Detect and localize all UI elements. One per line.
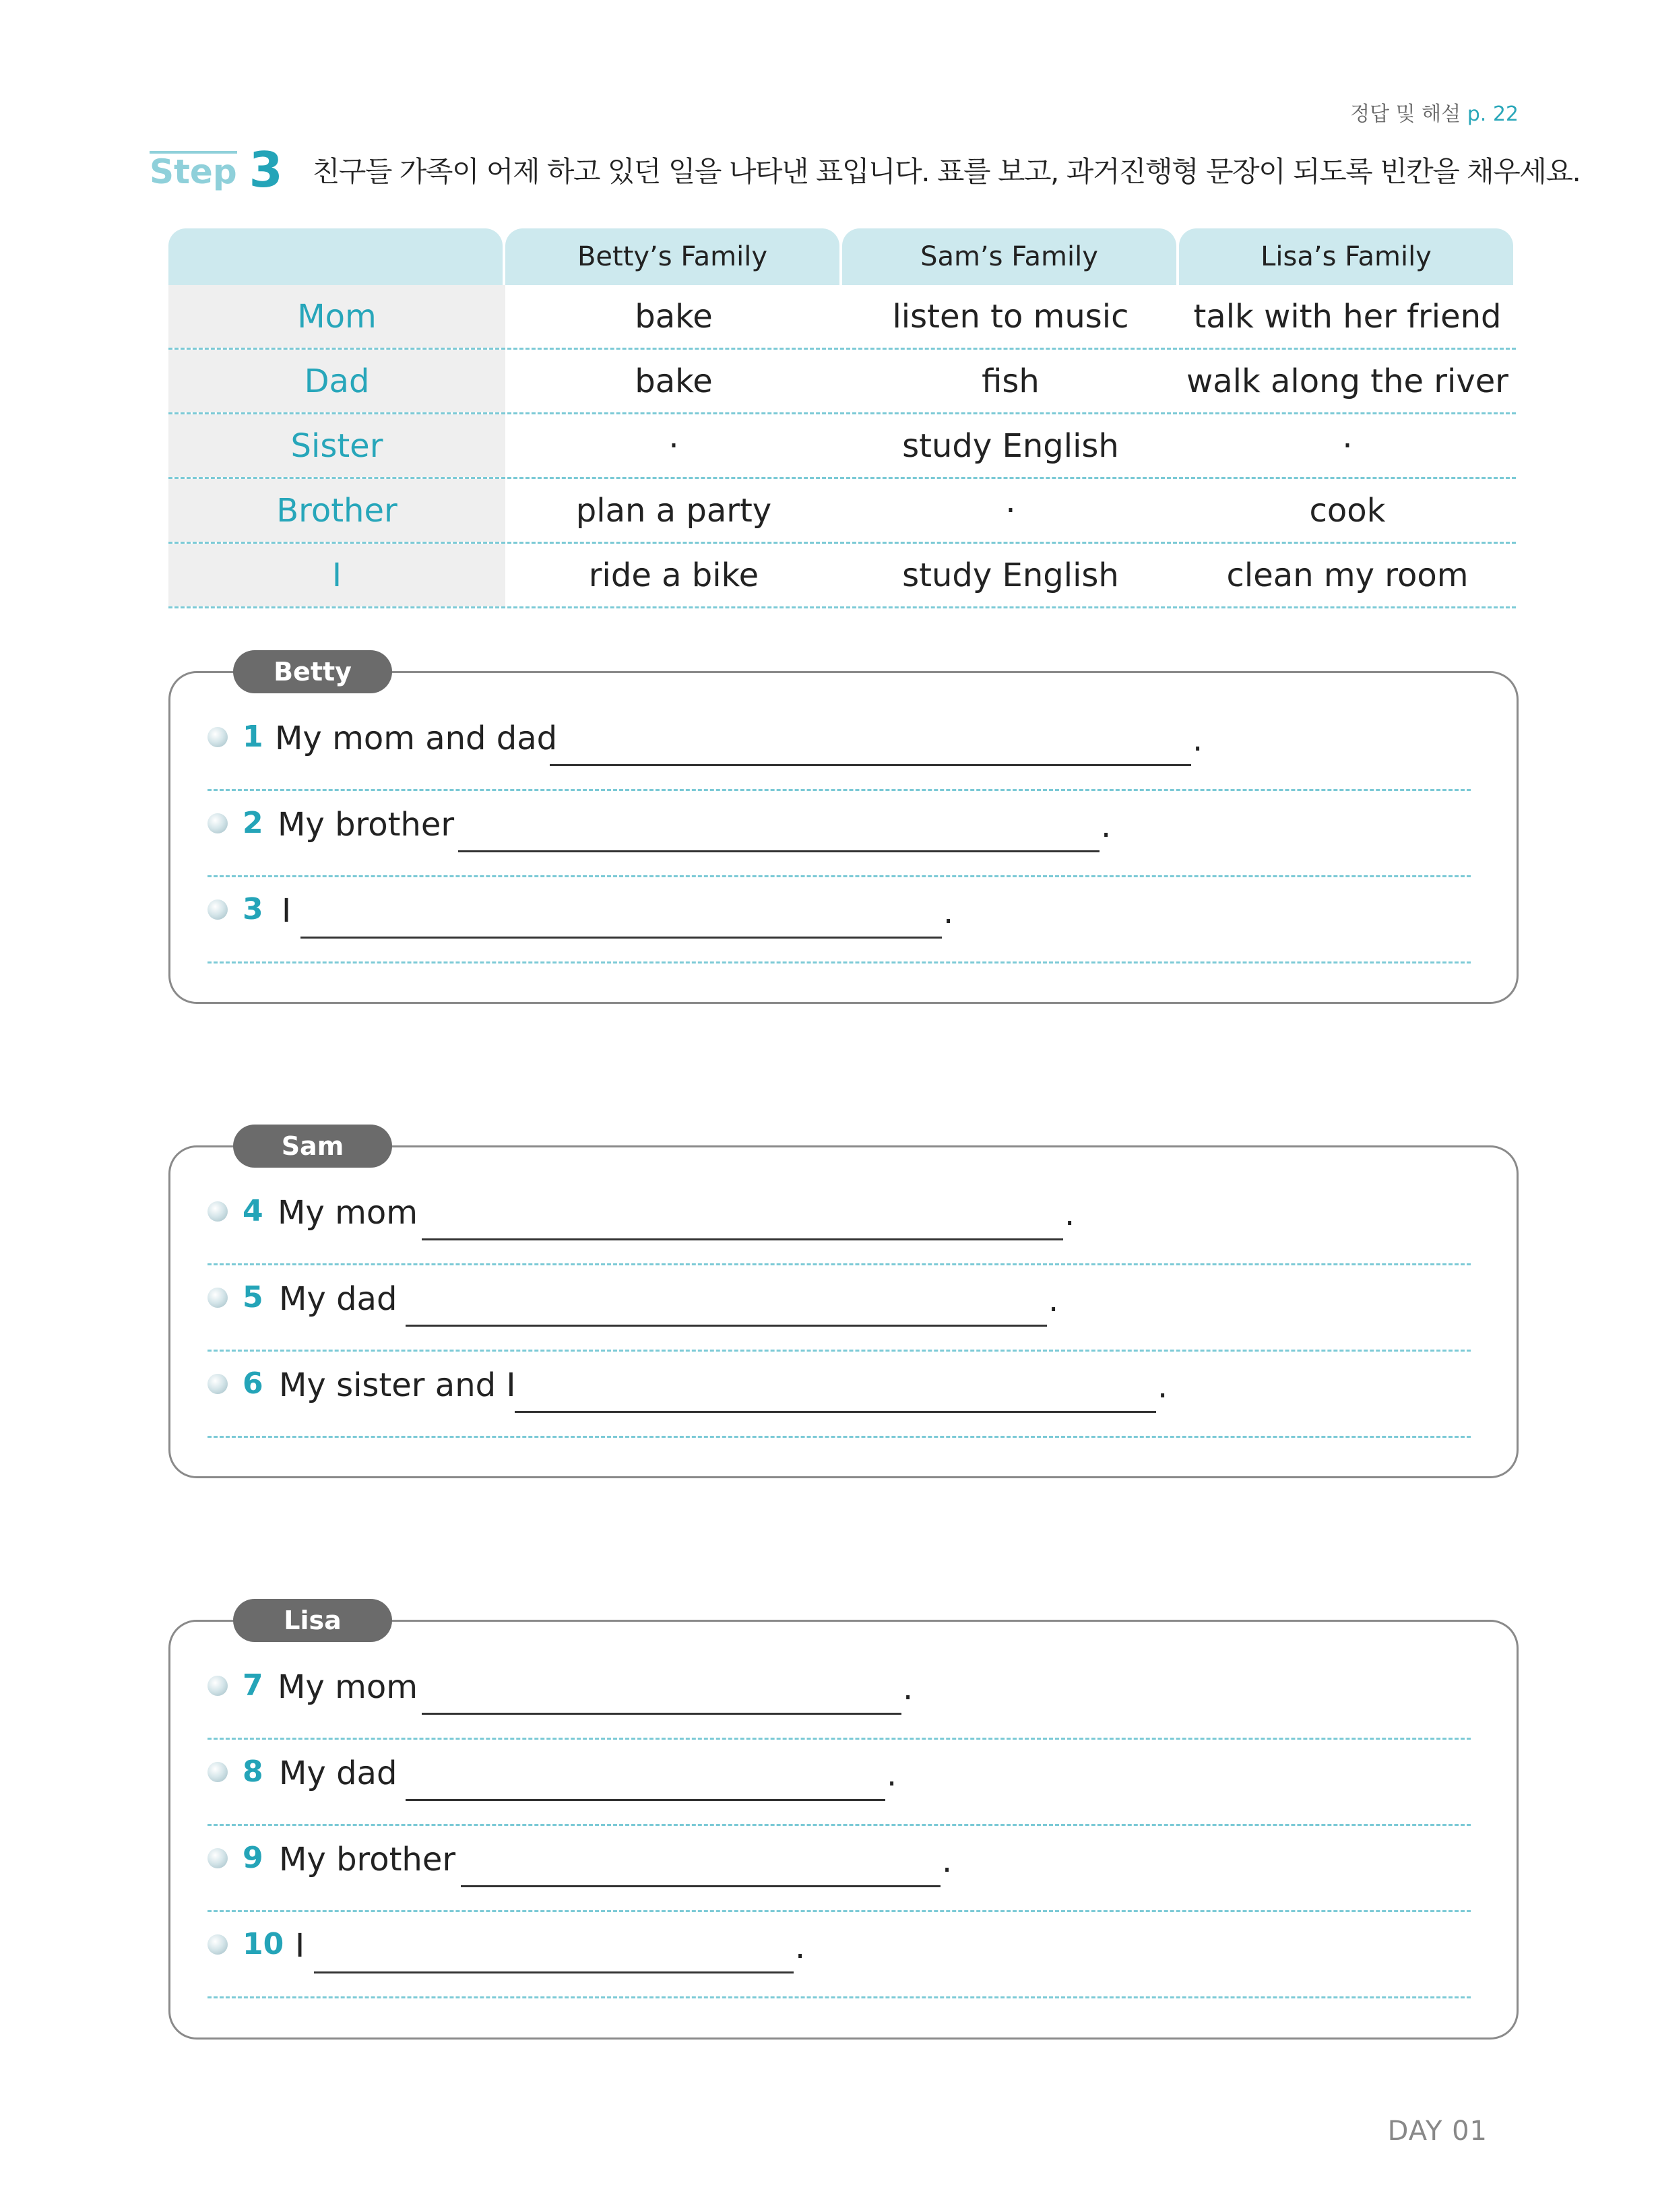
exercise-item-3 xyxy=(208,875,1471,963)
exercise-item-9 xyxy=(208,1824,1471,1912)
item-prompt: My brother xyxy=(279,1841,456,1878)
item-number: 6 xyxy=(243,1366,263,1401)
item-prompt: My mom xyxy=(278,1668,418,1706)
section-sam xyxy=(168,1131,1519,1478)
bullet-icon xyxy=(208,1762,228,1782)
exercise-item-2 xyxy=(208,789,1471,877)
table-cell: clean my room xyxy=(1226,556,1469,594)
item-prompt: My mom xyxy=(278,1194,418,1232)
exercise-item-8 xyxy=(208,1738,1471,1826)
table-cell: · xyxy=(1342,426,1353,465)
item-prompt: My brother xyxy=(278,806,455,844)
answer-blank[interactable] xyxy=(300,937,942,939)
bullet-icon xyxy=(208,1676,228,1696)
item-number: 3 xyxy=(243,892,263,926)
item-number: 8 xyxy=(243,1755,263,1789)
table-cell: fish xyxy=(982,362,1040,400)
exercise-item-5 xyxy=(208,1263,1471,1352)
row-label: Sister xyxy=(168,414,505,477)
section-betty xyxy=(168,657,1519,1004)
table-header-corner xyxy=(168,228,503,285)
exercise-item-1 xyxy=(208,703,1471,791)
bullet-icon xyxy=(208,1201,228,1222)
item-period: . xyxy=(1101,807,1112,845)
item-prompt: My sister and I xyxy=(279,1366,516,1404)
step-instruction: 친구들 가족이 어제 하고 있던 일을 나타낸 표입니다. 표를 보고, 과거진행형 문장이 되도록 빈칸을 채우세요. xyxy=(312,155,1581,188)
answer-reference xyxy=(1350,97,1519,127)
table-row xyxy=(168,350,1516,414)
item-prompt: My dad xyxy=(279,1280,397,1318)
exercise-item-10 xyxy=(208,1910,1471,1998)
table-header-lisa: Lisa’s Family xyxy=(1179,228,1513,285)
answer-blank[interactable] xyxy=(422,1713,901,1715)
item-prompt: I xyxy=(295,1927,305,1965)
item-number: 4 xyxy=(243,1194,263,1228)
day-label: DAY 01 xyxy=(1387,2116,1488,2147)
table-cell: bake xyxy=(635,362,713,400)
item-period: . xyxy=(1157,1368,1168,1405)
bullet-icon xyxy=(208,1374,228,1394)
item-period: . xyxy=(903,1670,914,1707)
bullet-icon xyxy=(208,1848,228,1868)
bullet-icon xyxy=(208,899,228,920)
step-word: Step xyxy=(150,152,237,191)
table-header-betty: Betty’s Family xyxy=(505,228,839,285)
table-row xyxy=(168,544,1516,608)
table-row xyxy=(168,285,1516,350)
row-label: Dad xyxy=(168,350,505,412)
section-lisa xyxy=(168,1606,1519,2040)
table-cell: · xyxy=(668,426,679,465)
table-cell: bake xyxy=(635,297,713,336)
row-label: Brother xyxy=(168,479,505,542)
answer-blank[interactable] xyxy=(406,1799,885,1801)
item-period: . xyxy=(1048,1282,1059,1319)
answer-blank[interactable] xyxy=(515,1411,1156,1413)
item-period: . xyxy=(1192,721,1203,759)
answer-blank[interactable] xyxy=(406,1325,1047,1327)
table-cell: · xyxy=(1005,491,1016,530)
item-period: . xyxy=(795,1928,806,1966)
table-cell: talk with her friend xyxy=(1193,297,1502,336)
table-cell: study English xyxy=(902,556,1119,594)
bullet-icon xyxy=(208,1288,228,1308)
table-cell: walk along the river xyxy=(1186,362,1509,400)
family-activity-table xyxy=(168,228,1516,608)
item-number: 1 xyxy=(243,720,263,754)
item-period: . xyxy=(887,1756,897,1794)
answer-blank[interactable] xyxy=(314,1971,794,1973)
step-number: 3 xyxy=(249,141,283,198)
bullet-icon xyxy=(208,727,228,747)
item-number: 9 xyxy=(243,1841,263,1875)
bullet-icon xyxy=(208,813,228,833)
table-cell: plan a party xyxy=(575,491,772,530)
table-header-row xyxy=(168,228,1516,285)
table-row xyxy=(168,414,1516,479)
item-period: . xyxy=(1064,1195,1075,1233)
answer-blank[interactable] xyxy=(458,850,1100,852)
row-label: I xyxy=(168,544,505,606)
item-number: 7 xyxy=(243,1668,263,1703)
section-tag-lisa: Lisa xyxy=(233,1599,392,1642)
table-cell: ride a bike xyxy=(588,556,759,594)
table-cell: study English xyxy=(902,426,1119,465)
item-prompt: My mom and dad xyxy=(275,720,558,757)
item-prompt: My dad xyxy=(279,1755,397,1792)
table-cell: listen to music xyxy=(892,297,1129,336)
row-label: Mom xyxy=(168,285,505,348)
item-number: 2 xyxy=(243,806,263,840)
item-number: 5 xyxy=(243,1280,263,1315)
item-prompt: I xyxy=(282,892,292,930)
answer-blank[interactable] xyxy=(550,764,1191,766)
answer-ref-label: 정답 및 해설 xyxy=(1350,102,1461,126)
table-row xyxy=(168,479,1516,544)
answer-blank[interactable] xyxy=(461,1885,941,1887)
exercise-item-4 xyxy=(208,1177,1471,1265)
item-number: 10 xyxy=(243,1927,284,1961)
section-tag-sam: Sam xyxy=(233,1125,392,1168)
answer-blank[interactable] xyxy=(422,1238,1063,1240)
item-period: . xyxy=(942,1842,953,1880)
answer-ref-page: p. 22 xyxy=(1467,102,1519,126)
exercise-item-7 xyxy=(208,1651,1471,1740)
exercise-item-6 xyxy=(208,1350,1471,1438)
item-period: . xyxy=(943,893,954,931)
section-tag-betty: Betty xyxy=(233,650,392,693)
table-header-sam: Sam’s Family xyxy=(842,228,1176,285)
step-heading xyxy=(150,143,1580,197)
table-cell: cook xyxy=(1309,491,1386,530)
bullet-icon xyxy=(208,1934,228,1955)
